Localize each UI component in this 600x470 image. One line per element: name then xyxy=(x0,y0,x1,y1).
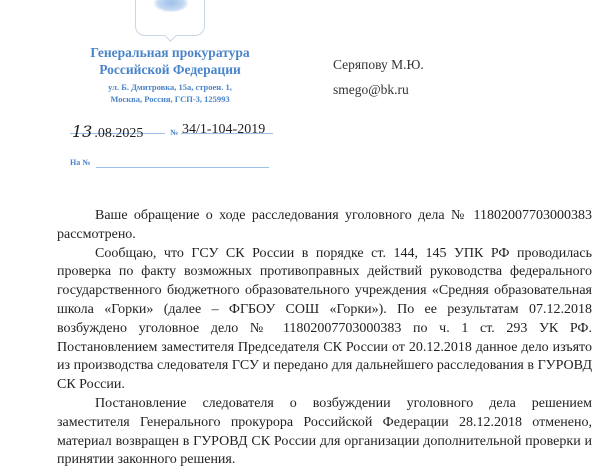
shield-point xyxy=(164,29,177,42)
organization-line-2: Российской Федерации xyxy=(99,62,241,77)
eagle-icon xyxy=(154,0,188,12)
paragraph-1: Ваше обращение о ходе расследования уголовного дела № 11802007703000383 рассмотрено. xyxy=(57,208,592,242)
organization-line-1: Генеральная прокуратура xyxy=(90,45,250,60)
address-line-2: Москва, Россия, ГСП-3, 125993 xyxy=(110,94,230,104)
letter-body xyxy=(57,207,592,470)
recipient-name: Серяпову М.Ю. xyxy=(333,57,424,72)
letter-date xyxy=(72,122,143,142)
reply-to-label: На № xyxy=(70,158,91,167)
address-line-1: ул. Б. Дмитровка, 15а, строен. 1, xyxy=(108,82,232,92)
handwritten-day: 13 xyxy=(72,122,93,141)
recipient-block xyxy=(333,52,424,102)
outgoing-number: 34/1-104-2019 xyxy=(182,122,266,137)
coat-of-arms-icon xyxy=(135,0,205,36)
recipient-email: smego@bk.ru xyxy=(333,82,409,97)
paragraph-2: Сообщаю, что ГСУ СК России в порядке ст. 144, 145 УПК РФ проводилась проверка по факту возможных противоправных действий руководства федерального государственного бюджетного образовательного учреждения «Средняя образовательная школа «Горки» (далее – ФГБОУ СОШ «Горки»). По ее результатам 07.12.2018 возбуждено уголовное дело № 11802007703000383 по ч. 1 ст. 293 УК РФ. Постановлением заместителя Председателя СК России от 20.12.2018 данное дело изъято из производства следователя ГСУ и передано для дальнейшего расследования в ГУРОВД СК России. xyxy=(57,245,592,393)
organization-address xyxy=(40,81,300,105)
paragraph-3: Постановление следователя о возбуждении уголовного дела решением заместителя Генерального прокурора Российской Федерации 28.12.2018 отменено, материал возвращен в ГУРОВД СК России для организации дополнительной проверки и принятии законного решения. xyxy=(57,395,592,468)
date-month-year: .08.2025 xyxy=(94,126,144,141)
reply-to-underline xyxy=(96,167,269,168)
number-label: № xyxy=(170,128,179,137)
organization-name xyxy=(40,44,300,78)
